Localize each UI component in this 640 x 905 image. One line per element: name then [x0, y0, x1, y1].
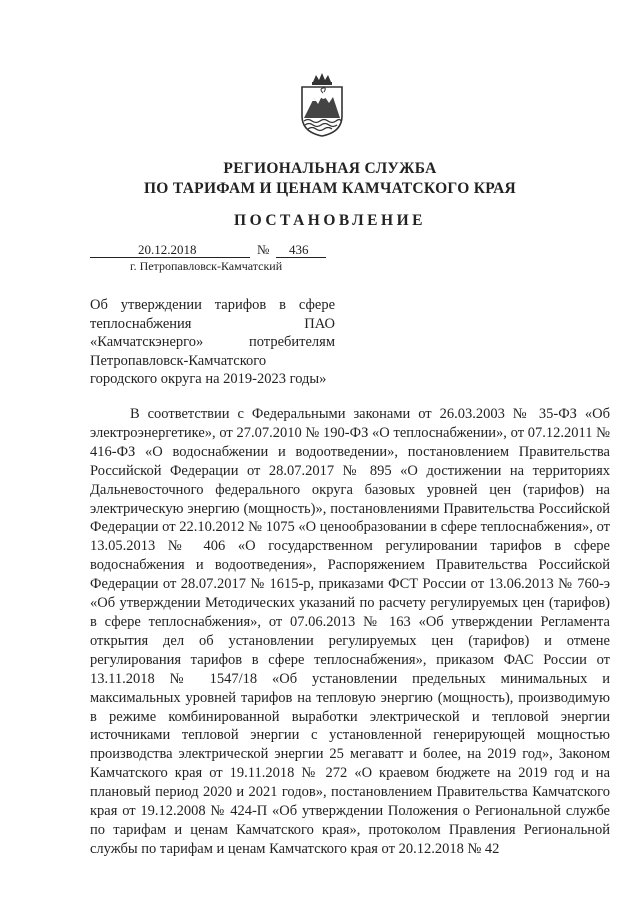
- city-name: г. Петропавловск-Камчатский: [130, 259, 283, 273]
- coat-of-arms-emblem: [299, 72, 345, 138]
- document-type-title: ПОСТАНОВЛЕНИЕ: [234, 212, 426, 229]
- document-subject: Об утверждении тарифов в сфере теплоснабжения ПАО «Камчатскэнерго» потребителям Петропавловск-Камчатского городского округа на 2019-2023 годы»: [90, 297, 335, 388]
- document-number: 436: [289, 242, 309, 257]
- organization-name-line1: РЕГИОНАЛЬНАЯ СЛУЖБА: [223, 160, 437, 177]
- organization-name-line2: ПО ТАРИФАМ И ЦЕНАМ КАМЧАТСКОГО КРАЯ: [143, 180, 517, 197]
- number-sign: №: [257, 242, 270, 257]
- document-date: 20.12.2018: [138, 242, 197, 257]
- body-paragraph: В соответствии с Федеральными законами от 26.03.2003 № 35-ФЗ «Об электроэнергетике», от 27.07.2010 № 190-ФЗ «О теплоснабжении», от 07.12.2011 № 416-ФЗ «О водоснабжении и водоотведении», постановлением Правительства Российской Федерации от 28.07.2017 № 895 «О достижении на территориях Дальневосточного федерального округа базовых уровней цен (тарифов) на электрическую энергию (мощность)», постановлениями Правительства Российской Федерации от 22.10.2012 № 1075 «О ценообразовании в сфере теплоснабжения», от 13.05.2013 № 406 «О государственном регулировании тарифов в сфере водоснабжения и водоотведения», Распоряжением Правительства Российской Федерации от 28.07.2017 № 1615-р, приказами ФСТ России от 13.06.2013 № 760-э «Об утверждении Методических указаний по расчету регулируемых цен (тарифов) в сфере теплоснабжения», от 07.06.2013 № 163 «Об утверждении Регламента открытия дел об установлении регулируемых цен (тарифов) и отмене регулирования тарифов в сфере теплоснабжения», приказом ФАС России от 13.11.2018 № 1547/18 «Об установлении предельных минимальных и максимальных уровней тарифов на тепловую энергию (мощность), производимую в режиме комбинированной выработки электрической и тепловой энергии источниками тепловой энергии с установленной генерирующей мощностью производства электрической энергии 25 мегаватт и более, на 2019 год», Законом Камчатского края от 19.11.2018 № 272 «О краевом бюджете на 2019 год и на плановый период 2020 и 2021 годов», постановлением Правительства Камчатского края от 19.12.2008 № 424-П «Об утверждении Положения о Региональной службе по тарифам и ценам Камчатского края», протоколом Правления Региональной службы по тарифам и ценам Камчатского края от 20.12.2018 № 42: [90, 406, 610, 857]
